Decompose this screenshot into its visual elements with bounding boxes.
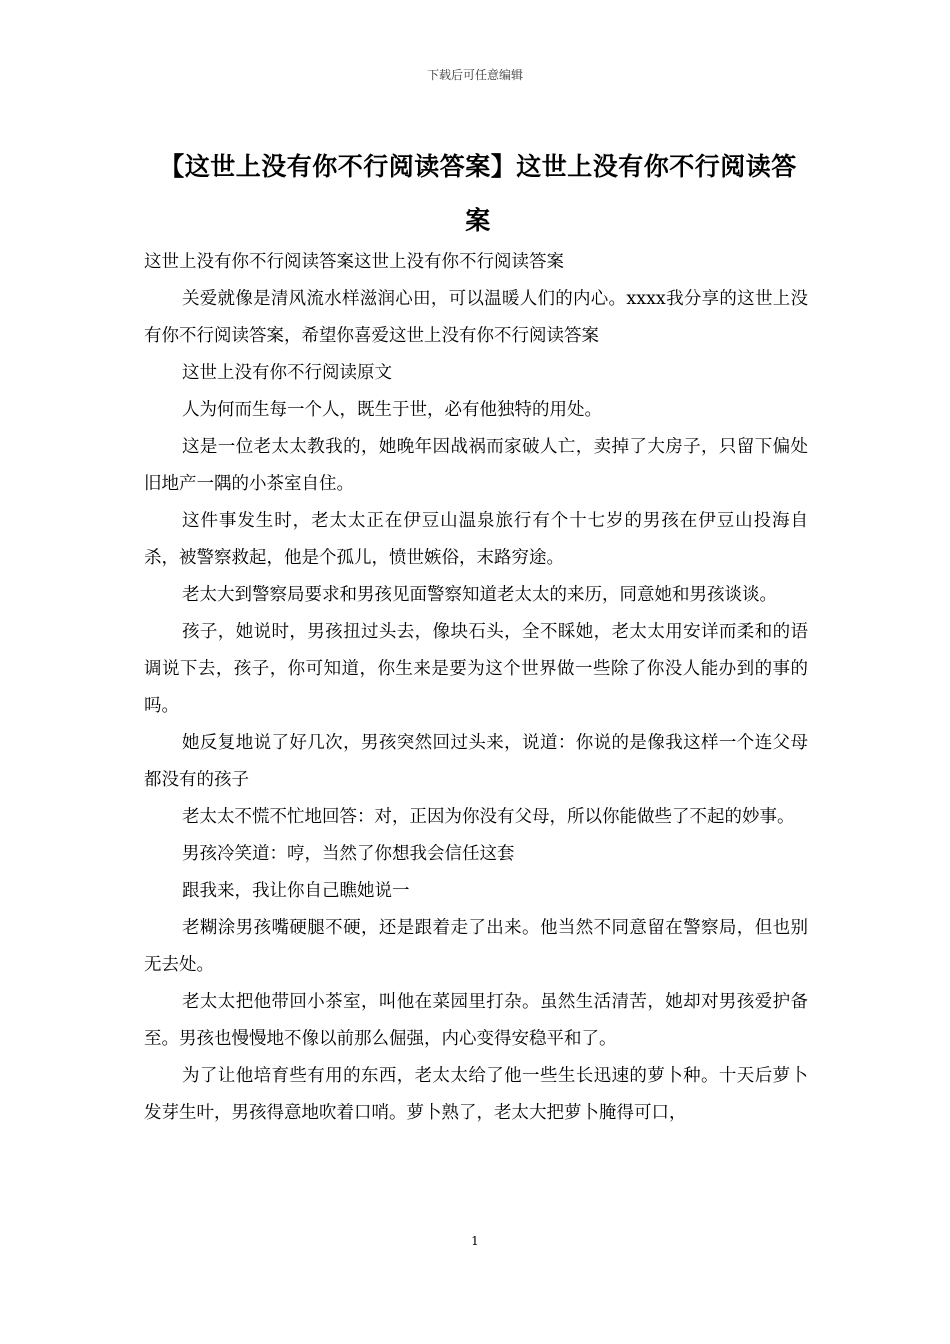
paragraph: 跟我来，我让你自己瞧她说一	[182, 881, 410, 901]
paragraph: 男孩冷笑道：哼，当然了你想我会信任这套	[182, 844, 515, 864]
paragraph: 孩子，她说时，男孩扭过头去，像块石头，全不睬她，老太太用安详而柔和的语调说下去，孩子，你可知道，你生来是要为这个世界做一些除了你没人能办到的事的吗。	[144, 622, 808, 716]
paragraph: 关爱就像是清风流水样滋润心田，可以温暖人们的内心。xxxx我分享的这世上没有你不行阅读答案，希望你喜爱这世上没有你不行阅读答案	[144, 289, 808, 346]
document-body	[144, 244, 808, 1132]
paragraph: 人为何而生每一个人，既生于世，必有他独特的用处。	[182, 400, 602, 420]
paragraph: 老糊涂男孩嘴硬腿不硬，还是跟着走了出来。他当然不同意留在警察局，但也别无去处。	[144, 918, 808, 975]
paragraph: 这世上没有你不行阅读答案这世上没有你不行阅读答案	[144, 252, 564, 272]
paragraph: 老太太不慌不忙地回答：对，正因为你没有父母，所以你能做些了不起的妙事。	[182, 807, 795, 827]
paragraph: 这世上没有你不行阅读原文	[182, 363, 392, 383]
paragraph: 这件事发生时，老太太正在伊豆山温泉旅行有个十七岁的男孩在伊豆山投海自杀，被警察救起，他是个孤儿，愤世嫉俗，末路穷途。	[144, 511, 808, 568]
paragraph: 老太太把他带回小茶室，叫他在菜园里打杂。虽然生活清苦，她却对男孩爱护备至。男孩也慢慢地不像以前那么倔强，内心变得安稳平和了。	[144, 992, 808, 1049]
header-note: 下载后可任意编辑	[426, 68, 523, 82]
paragraph: 为了让他培育些有用的东西，老太太给了他一些生长迅速的萝卜种。十天后萝卜发芽生叶，男孩得意地吹着口哨。萝卜熟了，老太大把萝卜腌得可口，	[144, 1066, 808, 1123]
paragraph: 老太大到警察局要求和男孩见面警察知道老太太的来历，同意她和男孩谈谈。	[182, 585, 777, 605]
document-title: 【这世上没有你不行阅读答案】这世上没有你不行阅读答案	[159, 152, 797, 235]
paragraph: 这是一位老太太教我的，她晚年因战祸而家破人亡，卖掉了大房子，只留下偏处旧地产一隅的小茶室自住。	[144, 437, 808, 494]
paragraph: 她反复地说了好几次，男孩突然回过头来，说道：你说的是像我这样一个连父母都没有的孩子	[144, 733, 808, 790]
page-number: 1	[471, 1234, 479, 1248]
